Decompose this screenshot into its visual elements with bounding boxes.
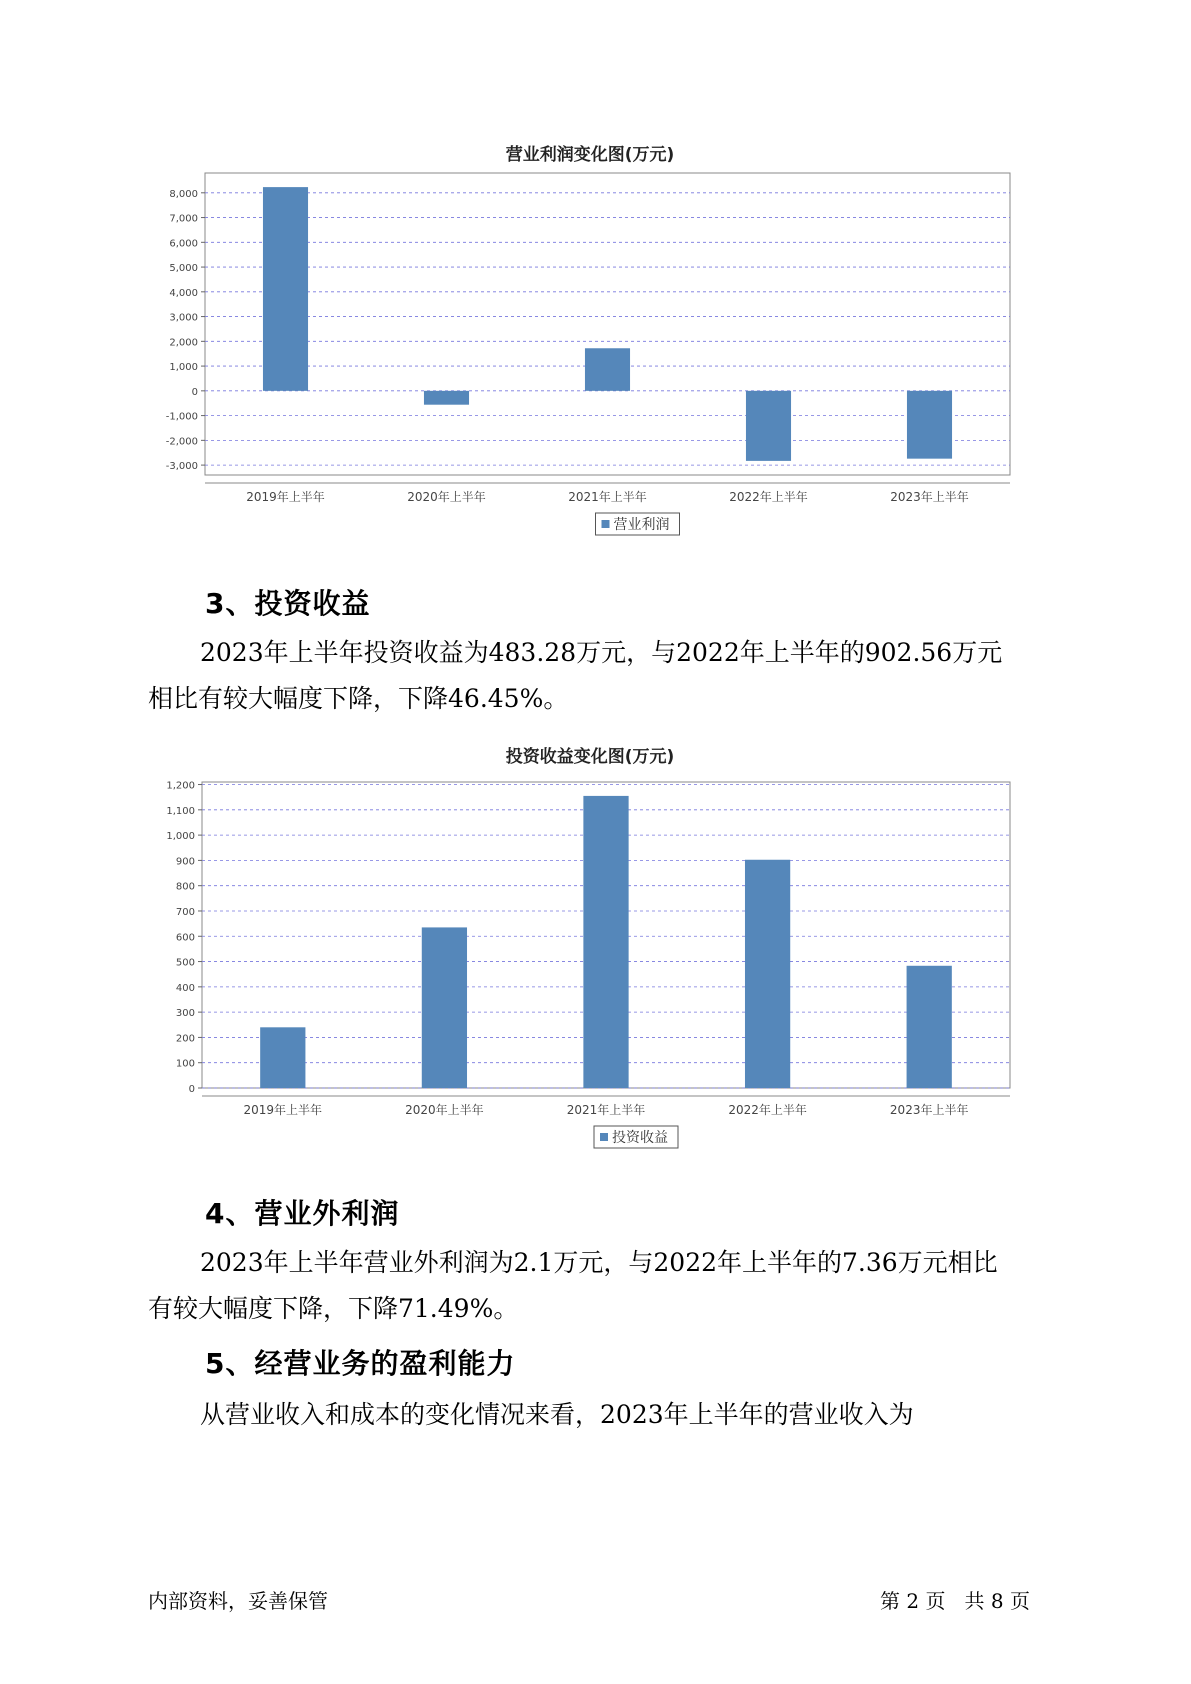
bar [907, 966, 952, 1088]
profitability-paragraph [148, 1392, 1068, 1438]
x-tick-label: 2020年上半年 [407, 490, 486, 504]
y-tick-label: -3,000 [165, 461, 198, 473]
paragraph-line: 2023年上半年投资收益为483.28万元，与2022年上半年的902.56万元 [200, 638, 1003, 667]
y-tick-label: 700 [175, 906, 195, 918]
x-tick-label: 2020年上半年 [405, 1103, 484, 1117]
bar [583, 796, 628, 1088]
y-tick-label: 600 [175, 932, 195, 944]
y-tick-label: 0 [188, 1084, 195, 1095]
bar [585, 348, 630, 391]
page-number: 第 2 页 共 8 页 [880, 1589, 1030, 1613]
y-tick-label: 200 [175, 1033, 195, 1045]
y-tick-label: 4,000 [169, 287, 198, 299]
chart-title: 营业利润变化图(万元) [505, 145, 675, 165]
x-tick-label: 2023年上半年 [889, 1103, 969, 1117]
y-tick-label: 1,200 [166, 780, 195, 792]
legend-swatch [602, 520, 610, 528]
y-tick-label: 8,000 [169, 188, 198, 200]
y-tick-label: 1,000 [169, 362, 198, 374]
bar [907, 391, 952, 459]
operating-profit-chart [160, 140, 1020, 560]
y-tick-label: 5,000 [169, 263, 198, 275]
y-tick-label: -1,000 [165, 411, 198, 423]
bar [745, 860, 790, 1088]
bar [424, 391, 469, 405]
investment-income-paragraph [148, 630, 1068, 722]
legend-label: 投资收益 [612, 1130, 668, 1146]
y-tick-label: 900 [175, 856, 195, 868]
chart-title: 投资收益变化图(万元) [505, 747, 675, 767]
y-tick-label: 2,000 [169, 337, 198, 349]
x-tick-label: 2021年上半年 [566, 1103, 646, 1117]
bar [263, 187, 308, 391]
section-heading-profitability: 5、经营业务的盈利能力 [205, 1347, 516, 1380]
legend-label: 营业利润 [613, 517, 670, 533]
paragraph-line: 相比有较大幅度下降，下降46.45%。 [148, 684, 569, 713]
footer-left: 内部资料，妥善保管 [148, 1589, 328, 1613]
x-tick-label: 2019年上半年 [243, 1103, 323, 1117]
paragraph-line: 从营业收入和成本的变化情况来看，2023年上半年的营业收入为 [200, 1400, 914, 1429]
paragraph-line: 2023年上半年营业外利润为2.1万元，与2022年上半年的7.36万元相比 [200, 1248, 998, 1277]
y-tick-label: 800 [175, 881, 195, 893]
x-tick-label: 2022年上半年 [729, 490, 808, 504]
y-tick-label: 6,000 [169, 238, 198, 250]
y-tick-label: 1,100 [166, 805, 195, 817]
x-tick-label: 2022年上半年 [728, 1103, 807, 1117]
y-tick-label: 400 [175, 982, 195, 994]
plot-area [205, 173, 1010, 475]
paragraph-line: 有较大幅度下降，下降71.49%。 [148, 1294, 519, 1323]
y-tick-label: -2,000 [165, 436, 198, 448]
y-tick-label: 1,000 [166, 831, 195, 843]
section-heading-non-operating-profit: 4、营业外利润 [205, 1197, 400, 1230]
y-tick-label: 100 [175, 1058, 195, 1070]
y-tick-label: 7,000 [169, 213, 198, 225]
x-tick-label: 2021年上半年 [568, 490, 647, 504]
x-tick-label: 2019年上半年 [246, 490, 325, 504]
bar [260, 1027, 305, 1088]
y-tick-label: 0 [191, 386, 198, 398]
y-tick-label: 300 [175, 1008, 195, 1020]
investment-income-chart [160, 742, 1020, 1162]
non-operating-profit-paragraph [148, 1240, 1068, 1332]
section-heading-investment-income: 3、投资收益 [205, 587, 371, 620]
legend-swatch [600, 1133, 608, 1141]
bar [746, 391, 791, 461]
y-tick-label: 3,000 [169, 312, 198, 324]
chart-svg [160, 140, 1020, 560]
y-tick-label: 500 [175, 957, 195, 969]
chart-svg [160, 742, 1020, 1162]
bar [422, 927, 467, 1088]
x-tick-label: 2023年上半年 [890, 490, 969, 504]
